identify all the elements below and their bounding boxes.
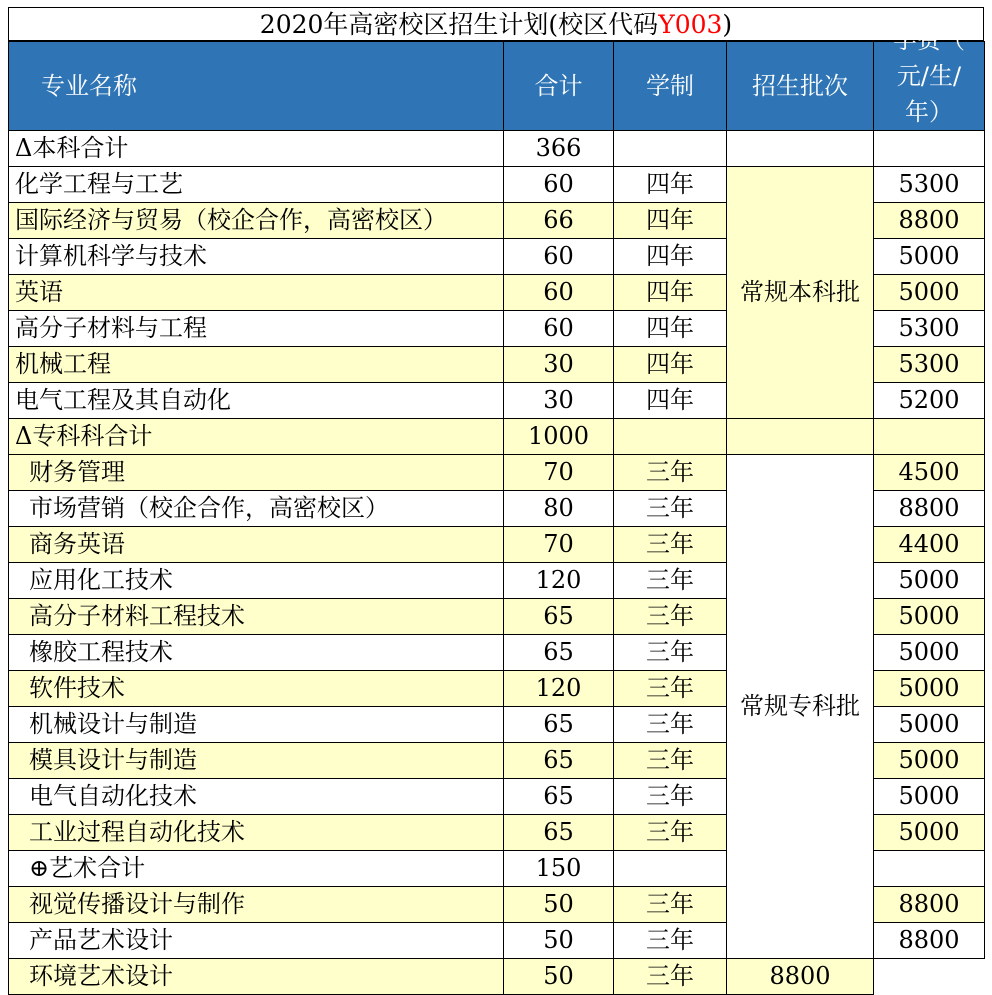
major-fee[interactable]: 5300 xyxy=(874,347,985,383)
major-fee[interactable]: 5000 xyxy=(874,599,985,635)
table-row xyxy=(9,959,985,995)
sheet-title xyxy=(8,7,984,41)
major-name[interactable]: 应用化工技术 xyxy=(9,563,504,599)
major-duration[interactable]: 三年 xyxy=(614,635,727,671)
major-fee[interactable]: 5000 xyxy=(874,743,985,779)
major-fee[interactable]: 5300 xyxy=(874,167,985,203)
major-fee[interactable]: 5200 xyxy=(874,383,985,419)
table-row xyxy=(9,131,985,167)
cell[interactable] xyxy=(614,419,727,455)
header-fee[interactable] xyxy=(874,26,985,131)
major-name[interactable]: 产品艺术设计 xyxy=(9,923,504,959)
major-fee[interactable]: 5000 xyxy=(874,671,985,707)
major-duration[interactable]: 四年 xyxy=(614,383,727,419)
header-fee-line2: 元/生/ xyxy=(896,62,962,90)
major-duration[interactable]: 三年 xyxy=(614,707,727,743)
major-name[interactable]: 英语 xyxy=(9,275,504,311)
art-total-value[interactable]: 150 xyxy=(504,851,614,887)
major-name[interactable]: 电气自动化技术 xyxy=(9,779,504,815)
major-name[interactable]: 机械设计与制造 xyxy=(9,707,504,743)
major-name[interactable]: 商务英语 xyxy=(9,527,504,563)
major-duration[interactable]: 四年 xyxy=(614,311,727,347)
major-total[interactable]: 30 xyxy=(504,383,614,419)
major-name[interactable]: 高分子材料与工程 xyxy=(9,311,504,347)
major-name[interactable]: 高分子材料工程技术 xyxy=(9,599,504,635)
cell[interactable] xyxy=(614,131,727,167)
major-duration[interactable]: 三年 xyxy=(614,959,727,995)
major-total[interactable]: 65 xyxy=(504,815,614,851)
major-total[interactable]: 60 xyxy=(504,275,614,311)
major-fee[interactable]: 5000 xyxy=(874,635,985,671)
major-total[interactable]: 30 xyxy=(504,347,614,383)
campus-code: Y003 xyxy=(658,10,723,39)
major-fee[interactable]: 5000 xyxy=(874,275,985,311)
major-fee[interactable]: 8800 xyxy=(874,203,985,239)
cell[interactable] xyxy=(874,851,985,887)
major-fee[interactable]: 8800 xyxy=(727,959,874,995)
major-total[interactable]: 65 xyxy=(504,635,614,671)
major-name[interactable]: 计算机科学与技术 xyxy=(9,239,504,275)
cell[interactable] xyxy=(874,131,985,167)
art-total-name[interactable]: ⊕艺术合计 xyxy=(9,851,504,887)
major-name[interactable]: 模具设计与制造 xyxy=(9,743,504,779)
major-duration[interactable]: 四年 xyxy=(614,203,727,239)
major-duration[interactable]: 三年 xyxy=(614,563,727,599)
major-total[interactable]: 65 xyxy=(504,707,614,743)
major-fee[interactable]: 8800 xyxy=(874,491,985,527)
major-name[interactable]: 视觉传播设计与制作 xyxy=(9,887,504,923)
major-total[interactable]: 50 xyxy=(504,923,614,959)
major-total[interactable]: 65 xyxy=(504,743,614,779)
major-duration[interactable]: 三年 xyxy=(614,779,727,815)
major-fee[interactable]: 5000 xyxy=(874,563,985,599)
undergrad-total-name[interactable]: Δ本科合计 xyxy=(9,131,504,167)
major-duration[interactable]: 四年 xyxy=(614,347,727,383)
major-total[interactable]: 50 xyxy=(504,887,614,923)
major-fee[interactable]: 8800 xyxy=(874,887,985,923)
major-duration[interactable]: 三年 xyxy=(614,455,727,491)
major-duration[interactable]: 四年 xyxy=(614,239,727,275)
major-duration[interactable]: 三年 xyxy=(614,923,727,959)
header-duration[interactable]: 学制 xyxy=(614,42,727,131)
major-fee[interactable]: 4500 xyxy=(874,455,985,491)
major-duration[interactable]: 四年 xyxy=(614,275,727,311)
college-batch-cell[interactable]: 常规专科批 xyxy=(727,455,874,959)
table-row xyxy=(9,167,985,203)
major-name[interactable]: 工业过程自动化技术 xyxy=(9,815,504,851)
major-total[interactable]: 70 xyxy=(504,527,614,563)
header-fee-line1: 学费（ xyxy=(893,26,965,54)
major-name[interactable]: 财务管理 xyxy=(9,455,504,491)
major-duration[interactable]: 三年 xyxy=(614,743,727,779)
major-total[interactable]: 120 xyxy=(504,563,614,599)
major-duration[interactable]: 三年 xyxy=(614,491,727,527)
cell[interactable] xyxy=(727,131,874,167)
major-name[interactable]: 国际经济与贸易（校企合作，高密校区） xyxy=(9,203,504,239)
major-duration[interactable]: 三年 xyxy=(614,887,727,923)
major-fee[interactable]: 5000 xyxy=(874,815,985,851)
undergrad-total-value[interactable]: 366 xyxy=(504,131,614,167)
major-total[interactable]: 80 xyxy=(504,491,614,527)
major-total[interactable]: 65 xyxy=(504,779,614,815)
major-fee[interactable]: 5000 xyxy=(874,239,985,275)
major-total[interactable]: 60 xyxy=(504,167,614,203)
major-duration[interactable]: 三年 xyxy=(614,671,727,707)
major-total[interactable]: 66 xyxy=(504,203,614,239)
major-fee[interactable]: 8800 xyxy=(874,923,985,959)
major-total[interactable]: 60 xyxy=(504,311,614,347)
major-total[interactable]: 70 xyxy=(504,455,614,491)
header-major-name[interactable]: 专业名称 xyxy=(9,42,504,131)
cell[interactable] xyxy=(727,419,874,455)
header-row xyxy=(9,42,985,131)
major-duration[interactable]: 三年 xyxy=(614,815,727,851)
major-duration[interactable]: 三年 xyxy=(614,599,727,635)
major-total[interactable]: 120 xyxy=(504,671,614,707)
major-fee[interactable]: 5000 xyxy=(874,707,985,743)
major-name[interactable]: 市场营销（校企合作，高密校区） xyxy=(9,491,504,527)
table-row xyxy=(9,455,985,491)
table-row xyxy=(9,419,985,455)
college-total-value[interactable]: 1000 xyxy=(504,419,614,455)
major-duration[interactable]: 三年 xyxy=(614,527,727,563)
title-suffix: ) xyxy=(722,10,733,39)
header-batch[interactable]: 招生批次 xyxy=(727,42,874,131)
header-fee-line3: 年） xyxy=(905,98,953,126)
major-fee[interactable]: 4400 xyxy=(874,527,985,563)
undergrad-batch-cell[interactable]: 常规本科批 xyxy=(727,167,874,419)
major-name[interactable]: 软件技术 xyxy=(9,671,504,707)
major-name[interactable]: 电气工程及其自动化 xyxy=(9,383,504,419)
major-total[interactable]: 50 xyxy=(504,959,614,995)
major-fee[interactable]: 5000 xyxy=(874,779,985,815)
major-name[interactable]: 机械工程 xyxy=(9,347,504,383)
major-name[interactable]: 橡胶工程技术 xyxy=(9,635,504,671)
major-duration[interactable]: 四年 xyxy=(614,167,727,203)
major-total[interactable]: 60 xyxy=(504,239,614,275)
major-total[interactable]: 65 xyxy=(504,599,614,635)
cell[interactable] xyxy=(874,419,985,455)
header-total[interactable]: 合计 xyxy=(504,42,614,131)
major-fee[interactable]: 5300 xyxy=(874,311,985,347)
college-total-name[interactable]: Δ专科科合计 xyxy=(9,419,504,455)
major-name[interactable]: 环境艺术设计 xyxy=(9,959,504,995)
cell[interactable] xyxy=(614,851,727,887)
major-name[interactable]: 化学工程与工艺 xyxy=(9,167,504,203)
enrollment-table xyxy=(8,26,985,995)
title-prefix: 2020年高密校区招生计划(校区代码 xyxy=(259,10,659,39)
